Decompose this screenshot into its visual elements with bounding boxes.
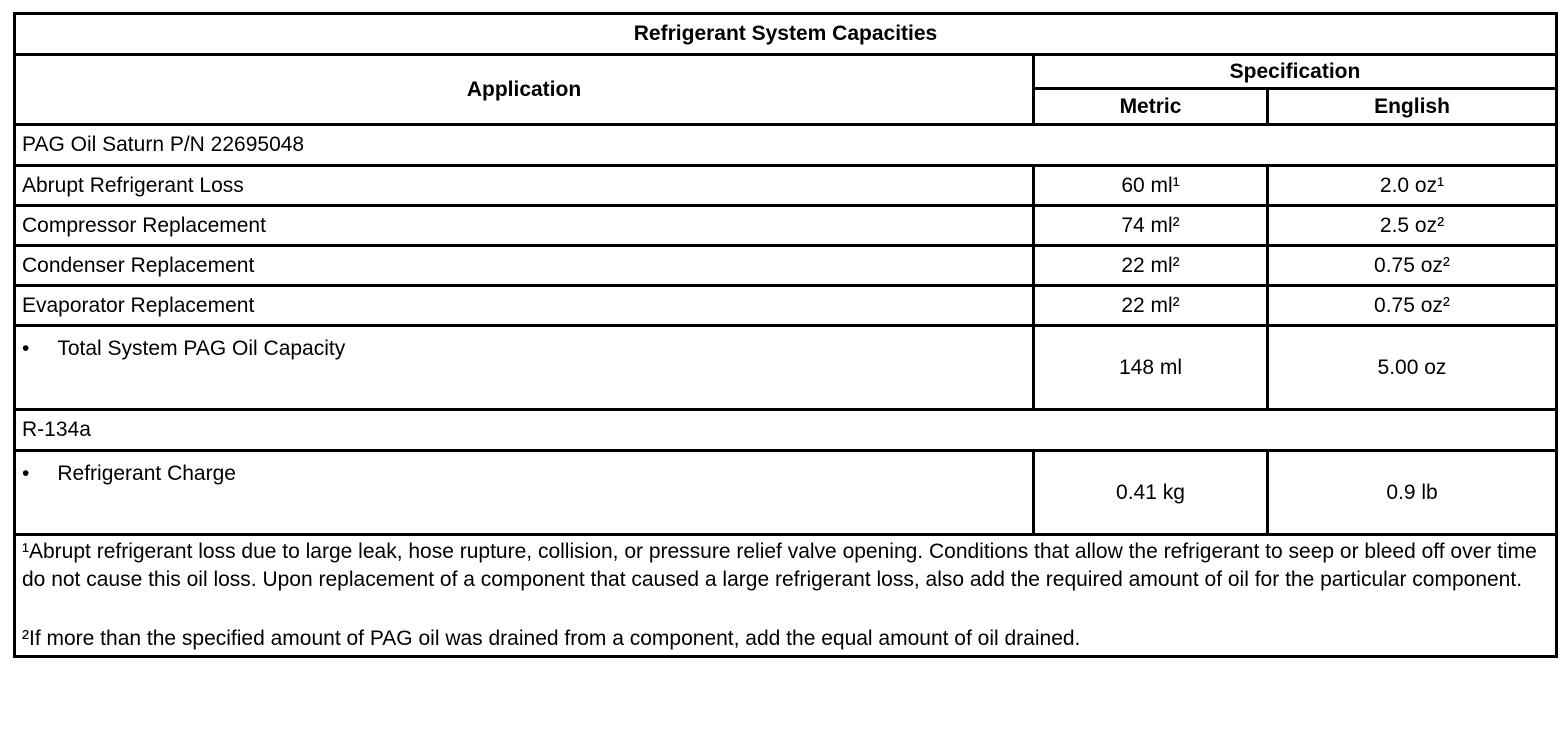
table-row-total-pag-oil <box>15 326 1557 410</box>
table-row-refrigerant-charge <box>15 451 1557 535</box>
table-row <box>15 166 1557 206</box>
row-label: Total System PAG Oil Capacity <box>57 337 346 360</box>
row-label-cell <box>15 451 1034 535</box>
section-row-pag-oil <box>15 125 1557 166</box>
row-label: Refrigerant Charge <box>57 462 236 485</box>
header-row <box>15 55 1557 89</box>
footnotes-row <box>15 535 1557 657</box>
row-label: Condenser Replacement <box>15 246 1034 286</box>
section-heading-r134a: R-134a <box>15 410 1557 451</box>
table-row <box>15 286 1557 326</box>
footnotes-cell <box>15 535 1557 657</box>
table-row <box>15 246 1557 286</box>
metric-value: 22 ml² <box>1034 286 1268 326</box>
english-value: 5.00 oz <box>1268 326 1557 410</box>
english-column-header: English <box>1268 89 1557 125</box>
row-label: Evaporator Replacement <box>15 286 1034 326</box>
metric-value: 148 ml <box>1034 326 1268 410</box>
english-value: 2.5 oz² <box>1268 206 1557 246</box>
english-value: 0.75 oz² <box>1268 286 1557 326</box>
section-row-r134a <box>15 410 1557 451</box>
metric-value: 60 ml¹ <box>1034 166 1268 206</box>
metric-value: 22 ml² <box>1034 246 1268 286</box>
bullet-icon: • <box>22 462 30 485</box>
footnote-2: ²If more than the specified amount of PAG oil was drained from a component, add the equal amount of oil drained. <box>22 626 1081 650</box>
bullet-icon: • <box>22 337 30 360</box>
english-value: 0.9 lb <box>1268 451 1557 535</box>
row-label: Abrupt Refrigerant Loss <box>15 166 1034 206</box>
refrigerant-capacities-table <box>13 12 1558 658</box>
english-value: 0.75 oz² <box>1268 246 1557 286</box>
title-row <box>15 14 1557 55</box>
specification-column-header: Specification <box>1034 55 1557 89</box>
row-label: Compressor Replacement <box>15 206 1034 246</box>
table-row <box>15 206 1557 246</box>
english-value: 2.0 oz¹ <box>1268 166 1557 206</box>
application-column-header: Application <box>15 55 1034 125</box>
section-heading-pag-oil: PAG Oil Saturn P/N 22695048 <box>15 125 1557 166</box>
table-title: Refrigerant System Capacities <box>15 14 1557 55</box>
metric-value: 0.41 kg <box>1034 451 1268 535</box>
row-label-cell <box>15 326 1034 410</box>
metric-column-header: Metric <box>1034 89 1268 125</box>
metric-value: 74 ml² <box>1034 206 1268 246</box>
footnote-1: ¹Abrupt refrigerant loss due to large leak, hose rupture, collision, or pressure relief valve opening. Conditions that allow the refrigerant to seep or bleed off over time do not cause this oil loss. Upon replacement of a component that caused a large refrigerant loss, also add the required amount of oil for the particular component. <box>22 540 1537 592</box>
